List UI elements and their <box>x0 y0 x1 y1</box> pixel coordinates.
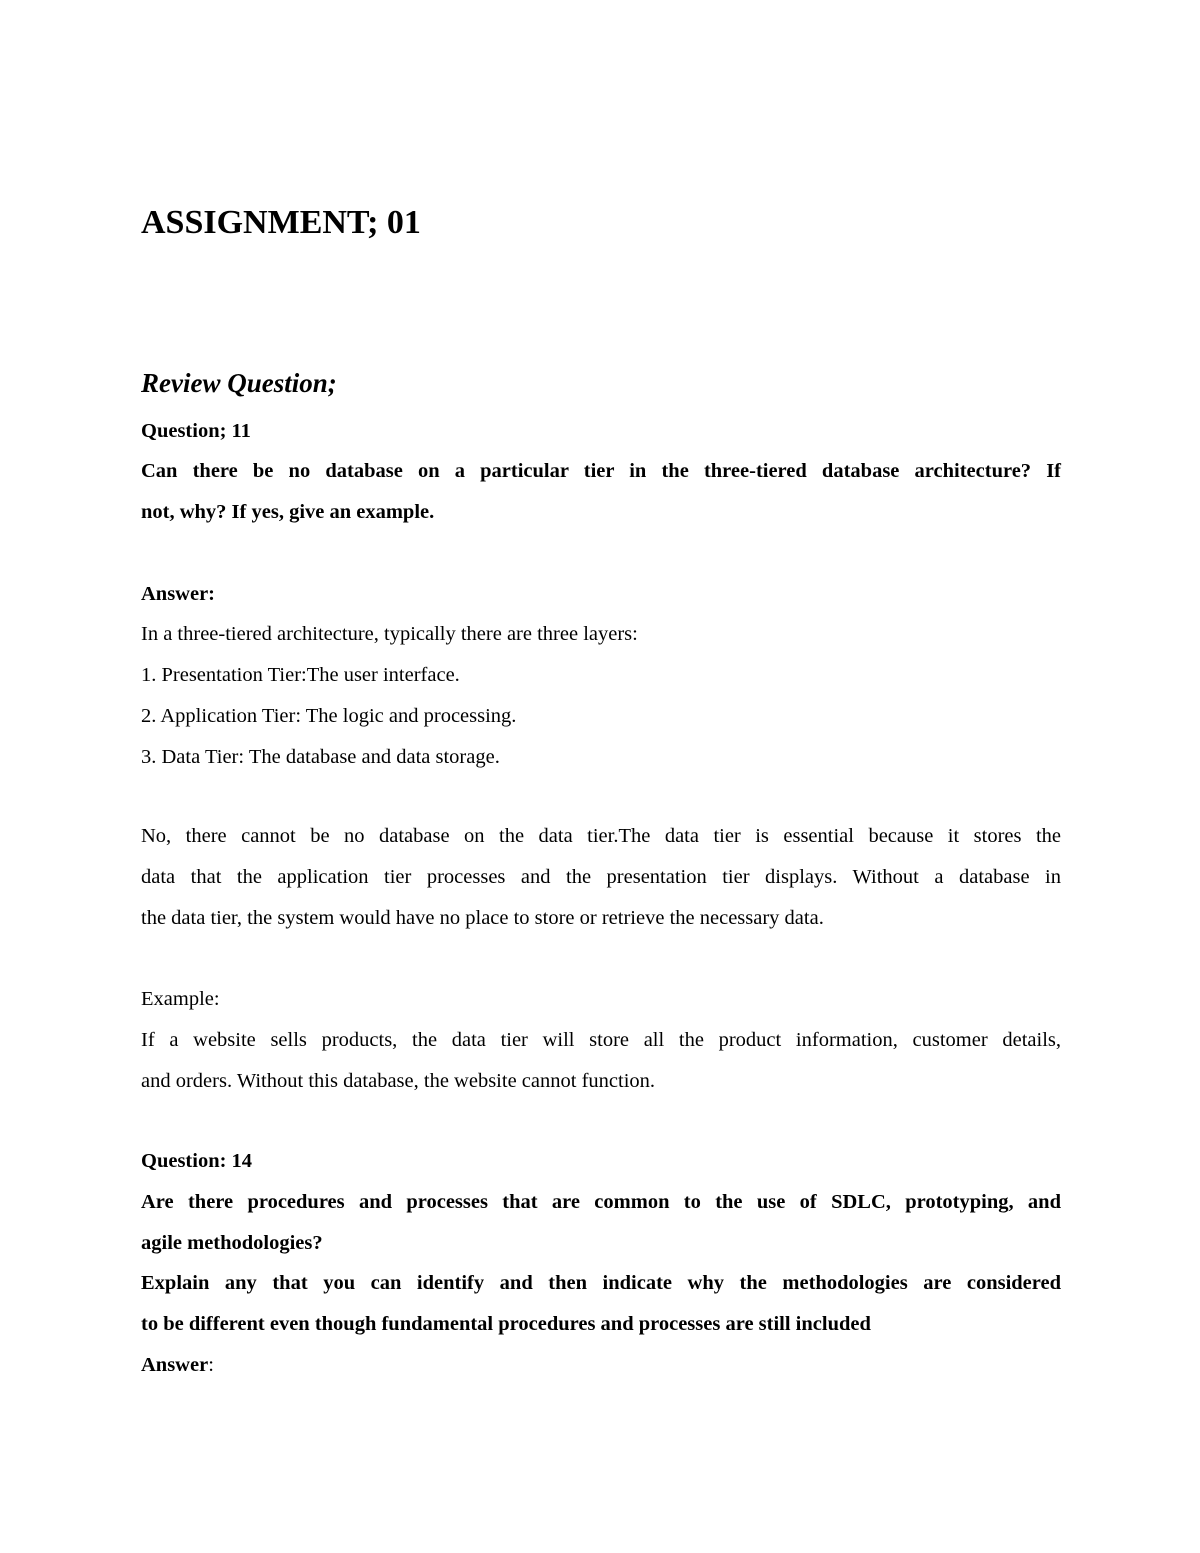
review-question-heading: Review Question; <box>141 368 337 398</box>
question-14-text-line-2: agile methodologies? <box>141 1232 323 1254</box>
tier-list-item-3: 3. Data Tier: The database and data storage. <box>141 746 500 768</box>
question-11-label: Question; 11 <box>141 420 251 442</box>
question-11-text-line-2: not, why? If yes, give an example. <box>141 501 435 523</box>
tier-list-item-1: 1. Presentation Tier:The user interface. <box>141 664 460 686</box>
question-14-text-line-1: Are there procedures and processes that are common to the use of SDLC, prototyping, and <box>141 1191 1061 1213</box>
assignment-title: ASSIGNMENT; 01 <box>141 204 421 241</box>
example-line-1: If a website sells products, the data tier will store all the product information, customer details, <box>141 1029 1061 1051</box>
question-14-answer-label <box>141 1352 1061 1378</box>
question-14-answer-colon: : <box>208 1354 214 1376</box>
question-14-label: Question: 14 <box>141 1150 253 1172</box>
question-14-answer-word: Answer <box>141 1354 209 1376</box>
answer-intro: In a three-tiered architecture, typically there are three layers: <box>141 623 638 645</box>
answer-paragraph-line-3: the data tier, the system would have no place to store or retrieve the necessary data. <box>141 907 824 929</box>
question-11-answer-label: Answer: <box>141 583 216 605</box>
answer-paragraph-line-1: No, there cannot be no database on the data tier.The data tier is essential because it stores the <box>141 825 1061 847</box>
question-14-text-line-4: to be different even though fundamental procedures and processes are still included <box>141 1313 871 1335</box>
answer-paragraph-line-2: data that the application tier processes and the presentation tier displays. Without a database in <box>141 866 1061 888</box>
question-11-text-line-1: Can there be no database on a particular tier in the three-tiered database architecture? If <box>141 460 1061 482</box>
example-label: Example: <box>141 988 220 1010</box>
question-14-text-line-3: Explain any that you can identify and then indicate why the methodologies are considered <box>141 1272 1061 1294</box>
tier-list-item-2: 2. Application Tier: The logic and processing. <box>141 705 517 727</box>
example-line-2: and orders. Without this database, the website cannot function. <box>141 1070 656 1092</box>
